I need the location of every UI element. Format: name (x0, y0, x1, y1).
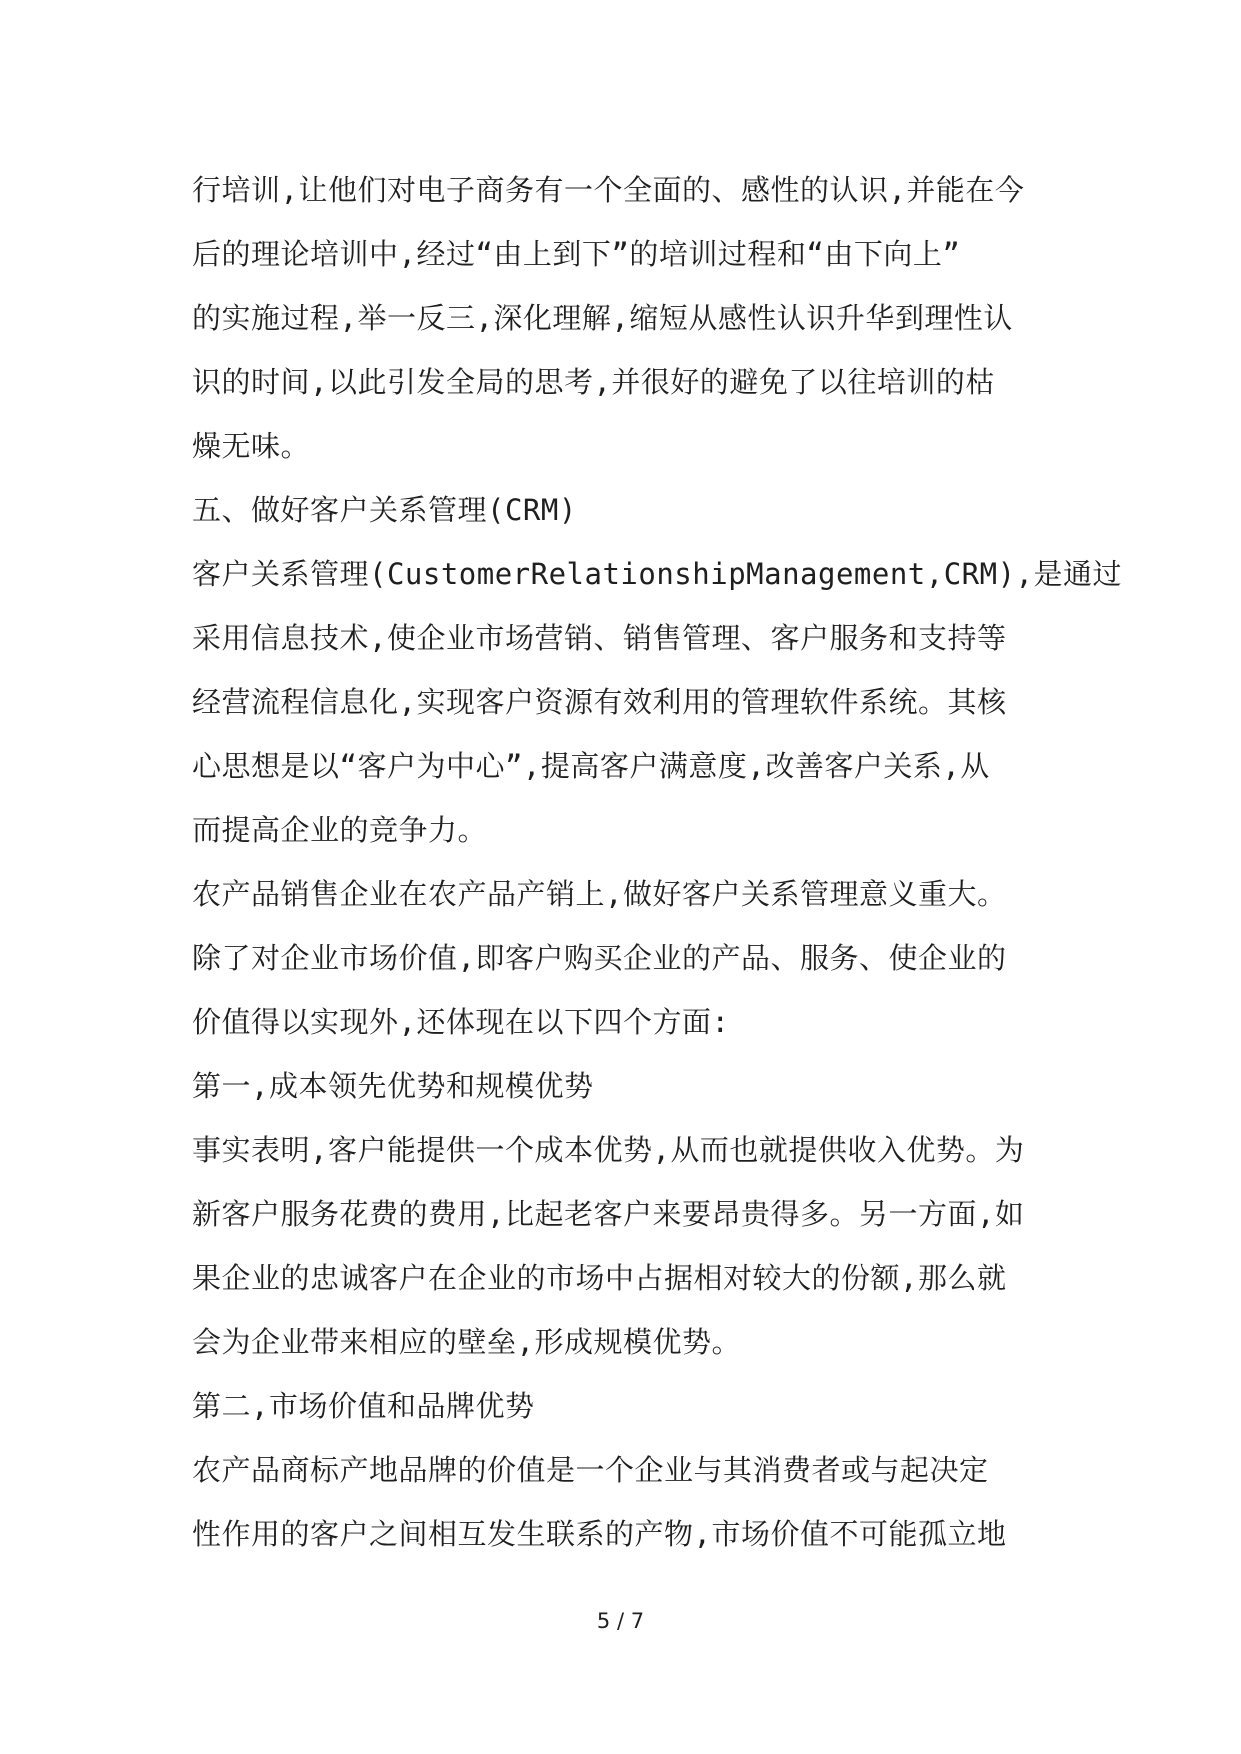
section-heading: 五、做好客户关系管理(CRM) (192, 493, 577, 527)
text-line: 后的理论培训中,经过“由上到下”的培训过程和“由下向上” (192, 237, 961, 271)
document-body (192, 158, 1123, 1566)
text-line: 农产品商标产地品牌的价值是一个企业与其消费者或与起决定 (192, 1453, 989, 1487)
text-line: 识的时间,以此引发全局的思考,并很好的避免了以往培训的枯 (192, 365, 995, 399)
text-line: 除了对企业市场价值,即客户购买企业的产品、服务、使企业的 (192, 941, 1007, 975)
text-line: 心思想是以“客户为中心”,提高客户满意度,改善客户关系,从 (192, 749, 990, 783)
text-line: 经营流程信息化,实现客户资源有效利用的管理软件系统。其核 (192, 685, 1007, 719)
subheading: 第二,市场价值和品牌优势 (192, 1389, 535, 1423)
text-line: 采用信息技术,使企业市场营销、销售管理、客户服务和支持等 (192, 621, 1007, 655)
text-line: 果企业的忠诚客户在企业的市场中占据相对较大的份额,那么就 (192, 1261, 1007, 1295)
text-line: 事实表明,客户能提供一个成本优势,从而也就提供收入优势。为 (192, 1133, 1025, 1167)
text-line: 农产品销售企业在农产品产销上,做好客户关系管理意义重大。 (192, 877, 1007, 911)
subheading: 第一,成本领先优势和规模优势 (192, 1069, 594, 1103)
text-line: 而提高企业的竞争力。 (192, 813, 488, 847)
text-line: 性作用的客户之间相互发生联系的产物,市场价值不可能孤立地 (192, 1517, 1007, 1551)
text-line: 行培训,让他们对电子商务有一个全面的、感性的认识,并能在今 (192, 173, 1025, 207)
text-line: 客户关系管理(CustomerRelationshipManagement,CRM),是通过 (192, 557, 1123, 591)
text-line: 会为企业带来相应的壁垒,形成规模优势。 (192, 1325, 741, 1359)
page-number: 5 / 7 (596, 1609, 645, 1633)
text-line: 燥无味。 (192, 429, 311, 463)
text-line: 价值得以实现外,还体现在以下四个方面: (192, 1005, 730, 1039)
text-line: 新客户服务花费的费用,比起老客户来要昂贵得多。另一方面,如 (192, 1197, 1025, 1231)
text-line: 的实施过程,举一反三,深化理解,缩短从感性认识升华到理性认 (192, 301, 1013, 335)
